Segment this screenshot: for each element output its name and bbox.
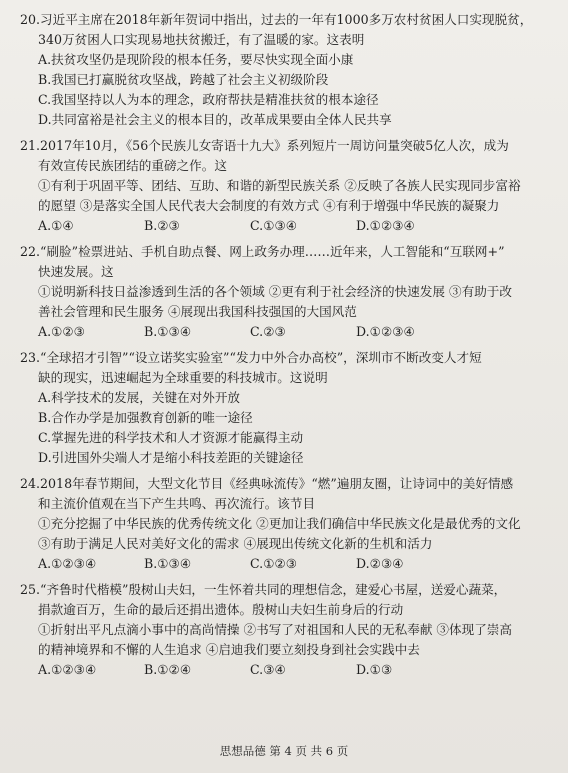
question-21-statements-line-1: ①有利于巩固平等、团结、互助、和谐的新型民族关系 ②反映了各族人民实现同步富裕 <box>38 178 521 193</box>
question-24 <box>20 474 554 574</box>
choice-c: C.③④ <box>250 662 286 677</box>
choice-b: B.①②④ <box>144 662 192 677</box>
question-25-choices <box>20 660 554 680</box>
question-22-statements-line-1: ①说明新科技日益渗透到生活的各个领域 ②更有利于社会经济的快速发展 ③有助于改 <box>38 284 512 299</box>
question-24-statements-line-1: ①充分挖掘了中华民族的优秀传统文化 ②更加让我们确信中华民族文化是最优秀的文化 <box>38 516 521 531</box>
choice-c: C.①③④ <box>250 218 298 233</box>
choice-c: C.①②③ <box>250 556 298 571</box>
question-22 <box>20 242 554 342</box>
question-21-choices <box>20 216 554 236</box>
question-24-stem: 24.2018年春节期间，大型文化节目《经典咏流传》“燃”遍朋友圈，让诗词中的美好情感 <box>20 476 514 491</box>
question-23-option-d: D.引进国外尖端人才是缩小科技差距的关键途径 <box>38 450 304 465</box>
question-24-stem-cont: 和主流价值观在当下产生共鸣、再次流行。该节目 <box>38 496 316 511</box>
question-22-stem: 22.“刷脸”检票进站、手机自助点餐、网上政务办理……近年来，人工智能和“互联网+” <box>20 244 505 259</box>
choice-d: D.①③ <box>356 662 393 677</box>
question-21 <box>20 136 554 236</box>
choice-b: B.①③④ <box>144 324 192 339</box>
question-23-option-c: C.掌握先进的科学技术和人才资源才能赢得主动 <box>38 430 304 445</box>
choice-a: A.①④ <box>38 218 74 233</box>
question-23 <box>20 348 554 468</box>
question-23-stem-cont: 缺的现实，迅速崛起为全球重要的科技城市。这说明 <box>38 370 328 385</box>
question-20 <box>20 10 554 130</box>
choice-b: B.②③ <box>144 218 180 233</box>
choice-d: D.①②③④ <box>356 218 415 233</box>
question-22-statements-line-2: 善社会管理和民生服务 ④展现出我国科技强国的大国风范 <box>38 304 357 319</box>
question-24-choices <box>20 554 554 574</box>
question-20-stem: 20.习近平主席在2018年新年贺词中指出，过去的一年有1000多万农村贫困人口实现脱贫， <box>20 12 533 27</box>
question-21-stem: 21.2017年10月，《56个民族儿女寄语十九大》系列短片一周访问量突破5亿人次，成为 <box>20 138 509 153</box>
choice-d: D.②③④ <box>356 556 404 571</box>
question-23-option-a: A.科学技术的发展，关键在对外开放 <box>38 390 241 405</box>
question-20-option-d: D.共同富裕是社会主义的根本目的，改革成果要由全体人民共享 <box>38 112 392 127</box>
question-23-stem: 23.“全球招才引智”“设立诺奖实验室”“发力中外合办高校”，深圳市不断改变人才短 <box>20 350 482 365</box>
question-25 <box>20 580 554 680</box>
choice-b: B.①③④ <box>144 556 192 571</box>
question-20-option-a: A.扶贫攻坚仍是现阶段的根本任务，要尽快实现全面小康 <box>38 52 354 67</box>
question-22-choices <box>20 322 554 342</box>
choice-d: D.①②③④ <box>356 324 415 339</box>
question-25-statements-line-1: ①折射出平凡点滴小事中的高尚情操 ②书写了对祖国和人民的无私奉献 ③体现了崇高 <box>38 622 512 637</box>
choice-c: C.②③ <box>250 324 286 339</box>
question-20-option-c: C.我国坚持以人为本的理念，政府帮扶是精准扶贫的根本途径 <box>38 92 379 107</box>
question-24-statements-line-2: ③有助于满足人民对美好文化的需求 ④展现出传统文化新的生机和活力 <box>38 536 433 551</box>
choice-a: A.①②③④ <box>38 662 97 677</box>
question-23-option-b: B.合作办学是加强教育创新的唯一途径 <box>38 410 253 425</box>
choice-a: A.①②③④ <box>38 556 97 571</box>
question-21-statements-line-2: 的愿望 ③是落实全国人民代表大会制度的有效方式 ④有利于增强中华民族的凝聚力 <box>38 198 500 213</box>
question-21-stem-cont: 有效宣传民族团结的重磅之作。这 <box>38 158 227 173</box>
question-25-statements-line-2: 的精神境界和不懈的人生追求 ④启迪我们要立刻投身到社会实践中去 <box>38 642 420 657</box>
question-20-option-b: B.我国已打赢脱贫攻坚战，跨越了社会主义初级阶段 <box>38 72 329 87</box>
page-footer: 思想品德 第 4 页 共 6 页 <box>219 744 349 758</box>
question-25-stem: 25.“齐鲁时代楷模”殷树山夫妇，一生怀着共同的理想信念，建爱心书屋，送爱心蔬菜， <box>20 582 507 597</box>
choice-a: A.①②③ <box>38 324 85 339</box>
question-22-stem-cont: 快速发展。这 <box>38 264 114 279</box>
question-25-stem-cont: 捐款逾百万，生命的最后还捐出遗体。殷树山夫妇生前身后的行动 <box>38 602 404 617</box>
question-20-stem-cont: 340万贫困人口实现易地扶贫搬迁，有了温暖的家。这表明 <box>38 32 365 47</box>
